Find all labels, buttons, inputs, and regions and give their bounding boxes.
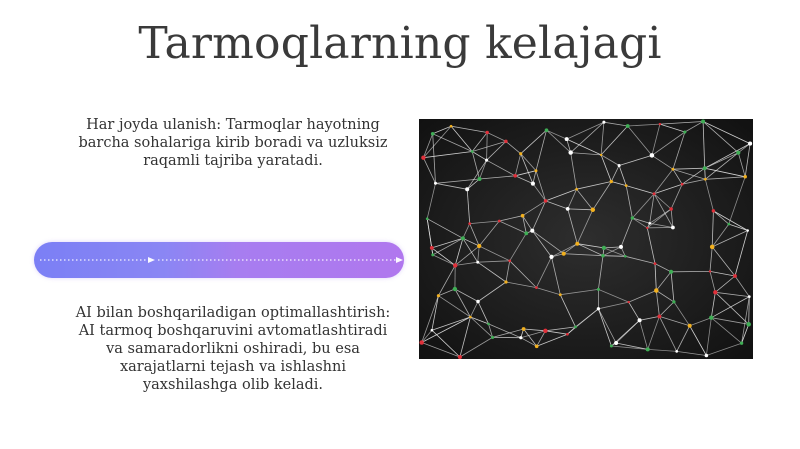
network-node bbox=[458, 355, 462, 359]
network-node bbox=[610, 344, 613, 347]
network-node bbox=[543, 329, 547, 333]
network-node bbox=[709, 315, 713, 319]
network-node bbox=[498, 220, 501, 223]
network-node bbox=[638, 318, 642, 322]
network-node bbox=[669, 270, 673, 274]
network-node bbox=[675, 350, 678, 353]
network-node bbox=[575, 188, 578, 191]
network-node bbox=[736, 151, 740, 155]
network-node bbox=[631, 216, 635, 220]
network-node bbox=[601, 254, 605, 258]
network-node bbox=[659, 123, 661, 125]
network-node bbox=[614, 341, 618, 345]
network-node bbox=[602, 246, 606, 250]
network-node bbox=[740, 342, 743, 345]
network-node bbox=[683, 130, 686, 133]
dotted-arrow-right-icon bbox=[34, 242, 404, 278]
network-node bbox=[549, 255, 553, 259]
network-node bbox=[628, 301, 630, 303]
network-node bbox=[566, 207, 570, 211]
network-node bbox=[485, 131, 488, 134]
network-node bbox=[669, 207, 673, 211]
network-node bbox=[654, 288, 658, 292]
network-node bbox=[610, 180, 613, 183]
network-node bbox=[535, 169, 538, 172]
network-node bbox=[748, 142, 752, 146]
network-node bbox=[671, 168, 674, 171]
network-node bbox=[461, 236, 465, 240]
network-node bbox=[705, 354, 709, 358]
network-node bbox=[566, 333, 569, 336]
network-node bbox=[434, 182, 437, 185]
network-graph-image bbox=[419, 119, 753, 359]
network-node bbox=[727, 223, 730, 226]
network-node bbox=[681, 183, 684, 186]
network-node bbox=[671, 226, 675, 230]
network-node bbox=[524, 231, 528, 235]
network-node bbox=[476, 261, 479, 264]
network-node bbox=[688, 324, 692, 328]
network-node bbox=[431, 253, 434, 256]
network-node bbox=[746, 322, 751, 327]
network-node bbox=[654, 262, 657, 265]
slide-title: Tarmoqlarning kelajagi bbox=[138, 18, 662, 69]
point-ubiquitous-connectivity: Har joyda ulanish: Tarmoqlar hayotning barcha sohalariga kirib boradi va uzluksiz raqamli tajriba yaratadi. bbox=[78, 117, 388, 169]
network-node bbox=[709, 270, 711, 272]
network-node bbox=[618, 164, 621, 167]
network-node bbox=[531, 182, 535, 186]
network-node bbox=[519, 152, 522, 155]
network-node bbox=[559, 293, 562, 296]
network-node bbox=[713, 290, 717, 294]
network-node bbox=[568, 150, 572, 154]
network-node bbox=[597, 288, 600, 291]
network-node bbox=[487, 323, 490, 326]
network-node bbox=[491, 336, 494, 339]
network-node bbox=[565, 137, 569, 141]
network-node bbox=[545, 128, 549, 132]
network-node bbox=[597, 307, 600, 310]
network-node bbox=[521, 214, 525, 218]
network-node bbox=[625, 184, 628, 187]
network-node bbox=[710, 245, 715, 250]
network-node bbox=[419, 340, 423, 344]
point-ai-optimization: AI bilan boshqariladigan optimallashtirish: AI tarmoq boshqaruvini avtomatlashtiradi va samaradorlikni oshiradi, bu esa xarajatlarni tejash va ishlashni yaxshilashga olib keladi. bbox=[75, 305, 391, 393]
network-node bbox=[485, 159, 488, 162]
network-node bbox=[746, 229, 749, 232]
network-node bbox=[648, 222, 651, 225]
network-node bbox=[530, 229, 534, 233]
network-node bbox=[657, 314, 661, 318]
network-node bbox=[504, 280, 507, 283]
network-node bbox=[562, 252, 566, 256]
network-node bbox=[535, 286, 538, 289]
flow-arrow-bar bbox=[34, 242, 404, 278]
network-node bbox=[421, 156, 425, 160]
network-node bbox=[477, 244, 481, 248]
network-node bbox=[748, 295, 751, 298]
network-node bbox=[453, 263, 457, 267]
network-node bbox=[465, 187, 469, 191]
network-node bbox=[430, 246, 434, 250]
network-node bbox=[653, 192, 656, 195]
network-node bbox=[450, 125, 453, 128]
network-node bbox=[431, 132, 435, 136]
network-node bbox=[646, 347, 650, 351]
network-node bbox=[476, 300, 480, 304]
network-node bbox=[469, 316, 472, 319]
network-node bbox=[468, 222, 471, 225]
network-graph-svg bbox=[419, 119, 753, 359]
network-node bbox=[453, 287, 457, 291]
network-node bbox=[602, 121, 605, 124]
network-node bbox=[703, 166, 707, 170]
network-node bbox=[437, 294, 440, 297]
network-node bbox=[619, 245, 623, 249]
network-node bbox=[626, 124, 630, 128]
network-node bbox=[712, 209, 715, 212]
network-node bbox=[624, 255, 627, 258]
network-node bbox=[471, 150, 474, 153]
network-node bbox=[508, 259, 511, 262]
network-node bbox=[426, 217, 429, 220]
network-node bbox=[701, 119, 705, 123]
network-node bbox=[519, 336, 522, 339]
network-node bbox=[733, 274, 737, 278]
network-node bbox=[522, 327, 526, 331]
network-node bbox=[646, 227, 648, 229]
network-node bbox=[704, 178, 707, 181]
network-node bbox=[591, 208, 596, 213]
network-node bbox=[504, 140, 507, 143]
network-node bbox=[544, 199, 548, 203]
network-node bbox=[575, 242, 579, 246]
network-node bbox=[672, 300, 675, 303]
network-node bbox=[535, 344, 539, 348]
network-node bbox=[513, 174, 517, 178]
network-node bbox=[650, 153, 655, 158]
network-node bbox=[574, 326, 577, 329]
network-node bbox=[600, 154, 602, 156]
network-node bbox=[477, 177, 481, 181]
network-node bbox=[431, 329, 434, 332]
network-node bbox=[743, 175, 746, 178]
